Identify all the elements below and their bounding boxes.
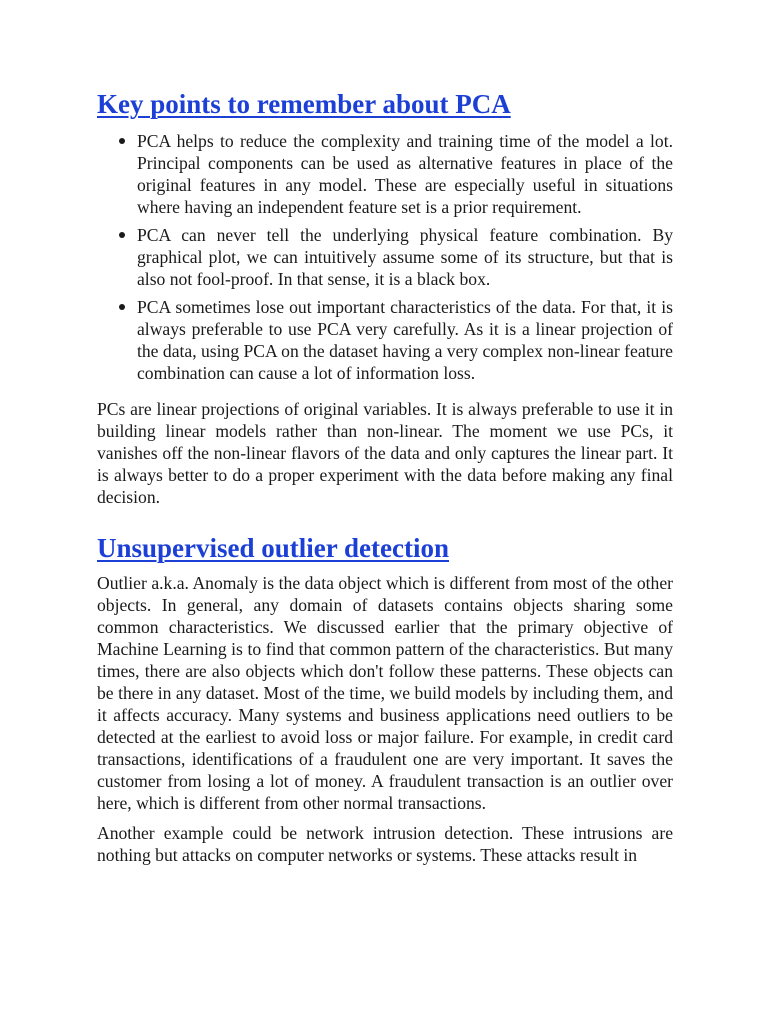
outlier-heading[interactable]: Unsupervised outlier detection [97, 533, 449, 563]
pca-key-points-list [97, 130, 673, 384]
document-page [97, 88, 673, 866]
pca-bullet-complexity: PCA helps to reduce the complexity and training time of the model a lot. Principal components can be used as alternative features in place of the original features in any model. These are especially useful in situations where having an independent feature set is a prior requirement. [137, 131, 673, 217]
pca-bullet-information-loss: PCA sometimes lose out important characteristics of the data. For that, it is always preferable to use PCA very carefully. As it is a linear projection of the data, using PCA on the dataset having a very complex non-linear feature combination can cause a lot of information loss. [137, 297, 673, 383]
pcs-linear-paragraph: PCs are linear projections of original variables. It is always preferable to use it in building linear models rather than non-linear. The moment we use PCs, it vanishes off the non-linear flavors of the data and only captures the linear part. It is always better to do a proper experiment with the data before making any final decision. [97, 399, 673, 507]
pca-bullet-black-box: PCA can never tell the underlying physical feature combination. By graphical plot, we can intuitively assume some of its structure, but that is also not fool-proof. In that sense, it is a black box. [137, 225, 673, 289]
outlier-definition-paragraph: Outlier a.k.a. Anomaly is the data object which is different from most of the other objects. In general, any domain of datasets contains objects sharing some common characteristics. We discussed earlier that the primary objective of Machine Learning is to find that common pattern of the characteristics. But many times, there are also objects which don't follow these patterns. These objects can be there in any dataset. Most of the time, we build models by including them, and it affects accuracy. Many systems and business applications need outliers to be detected at the earliest to avoid loss or major failure. For example, in credit card transactions, identifications of a fraudulent one are very important. It saves the customer from losing a lot of money. A fraudulent transaction is an outlier over here, which is different from other normal transactions. [97, 573, 673, 813]
pca-heading[interactable]: Key points to remember about PCA [97, 89, 511, 119]
intrusion-example-paragraph: Another example could be network intrusion detection. These intrusions are nothing but attacks on computer networks or systems. These attacks result in [97, 823, 673, 865]
